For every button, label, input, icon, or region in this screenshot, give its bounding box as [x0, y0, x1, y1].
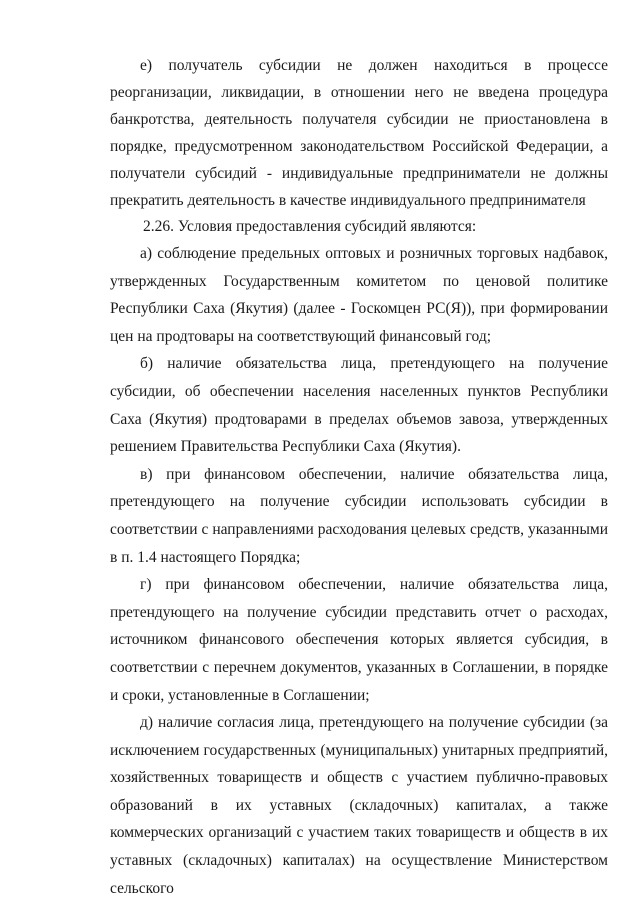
document-page	[110, 52, 608, 902]
paragraph-a: а) соблюдение предельных оптовых и розничных торговых надбавок, утвержденных Государственным комитетом по ценовой политике Республики Саха (Якутия) (далее - Госкомцен РС(Я)), при формировании цен на продтовары на соответствующий финансовый год;	[110, 245, 608, 345]
paragraph-v: в) при финансовом обеспечении, наличие обязательства лица, претендующего на получение субсидии использовать субсидии в соответствии с направлениями расходования целевых средств, указанными в п. 1.4 настоящего Порядка;	[110, 465, 608, 566]
paragraph-e: е) получатель субсидии не должен находиться в процессе реорганизации, ликвидации, в отношении него не введена процедура банкротства, деятельность получателя субсидии не приостановлена в порядке, предусмотренном законодательством Российской Федерации, а получатели субсидий - индивидуальные предприниматели не должны прекратить деятельность в качестве индивидуального предпринимателя	[110, 57, 608, 209]
paragraph-g: г) при финансовом обеспечении, наличие обязательства лица, претендующего на получение субсидии представить отчет о расходах, источником финансового обеспечения которых является субсидия, в соответствии с перечнем документов, указанных в Соглашении, в порядке и сроки, установленные в Соглашении;	[110, 576, 608, 704]
paragraph-2-26: 2.26. Условия предоставления субсидий являются:	[143, 218, 477, 235]
paragraph-b: б) наличие обязательства лица, претендующего на получение субсидии, об обеспечении населения населенных пунктов Республики Саха (Якутия) продтоварами в пределах объемов завоза, утвержденных решением Правительства Республики Саха (Якутия).	[110, 355, 608, 456]
paragraph-d: д) наличие согласия лица, претендующего на получение субсидии (за исключением государственных (муниципальных) унитарных предприятий, хозяйственных товариществ и обществ с участием публично-правовых образований в их уставных (складочных) капиталах, а также коммерческих организаций с участием таких товариществ и обществ в их уставных (складочных) капиталах) на осуществление Министерством сельского	[110, 714, 608, 897]
